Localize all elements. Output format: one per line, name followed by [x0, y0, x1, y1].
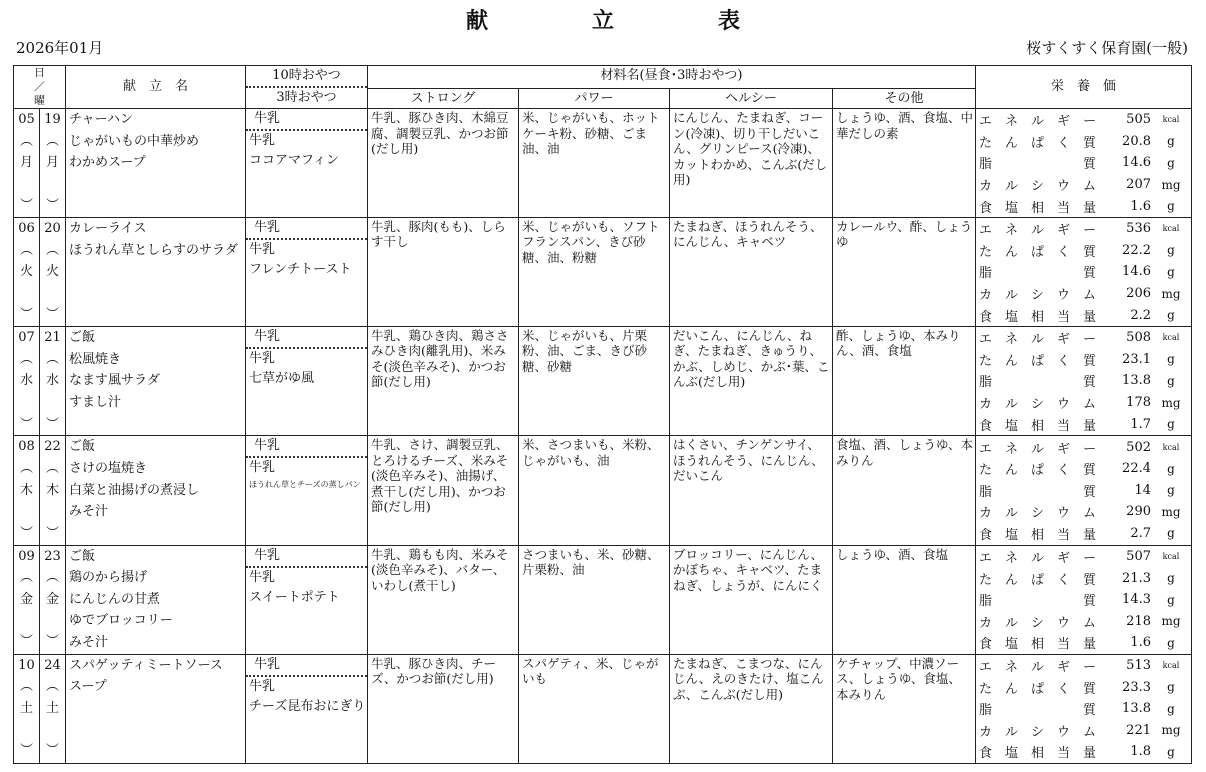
day-number: 10 — [18, 657, 35, 673]
nutrition-unit: g — [1167, 308, 1175, 323]
nutrition-label: カ ル シ ウ ム — [979, 397, 1097, 413]
paren-close: ︶ — [19, 416, 33, 432]
day-cell — [14, 654, 40, 763]
paren-close: ︶ — [45, 743, 59, 759]
nutrition-cell — [976, 654, 1192, 763]
power-ingredients: 米、じゃがいも、ホットケーキ粉、砂糖、ごま油、油 — [519, 109, 670, 218]
nutrition-value: 218 — [1126, 613, 1151, 629]
title-char: 表 — [718, 8, 741, 34]
healthy-ingredients: はくさい、チンゲンサイ、ほうれんそう、にんじん、だいこん — [670, 436, 833, 545]
menu-day-row — [14, 436, 1192, 545]
nutrition-label: 食 塩 相 当 量 — [979, 637, 1097, 653]
day-number: 07 — [18, 329, 35, 345]
menu-day-row — [14, 109, 1192, 218]
menu-names — [66, 545, 246, 654]
menu-item: みそ汁 — [69, 504, 109, 520]
weekday: 土 — [45, 700, 59, 716]
menu-item: 松風焼き — [69, 351, 122, 367]
paren-close: ︶ — [19, 526, 33, 542]
menu-item: スープ — [69, 679, 107, 695]
nutrition-label: 脂 質 — [979, 594, 1097, 610]
menu-names — [66, 436, 246, 545]
day-number: 19 — [44, 112, 61, 127]
snack-pm-item: スイートポテト — [249, 589, 340, 605]
nutrition-unit: g — [1167, 483, 1175, 498]
nutrition-unit: kcal — [1162, 115, 1180, 125]
snack-pm-item: ココアマフィン — [249, 153, 339, 168]
day-number: 24 — [44, 657, 61, 673]
nutrition-header — [976, 66, 1192, 109]
nutrition-row — [976, 719, 1191, 741]
nutrition-value: 14 — [1134, 482, 1151, 498]
nutrition-row — [976, 327, 1191, 349]
power-ingredients: スパゲティ、米、じゃがいも — [519, 654, 670, 763]
weekday: 木 — [19, 482, 33, 498]
snack-cell — [246, 545, 368, 654]
nutrition-value: 23.3 — [1122, 679, 1151, 695]
nutrition-unit: kcal — [1162, 660, 1180, 670]
power-ingredients: 米、さつまいも、米粉、じゃがいも、油 — [519, 436, 670, 545]
snack-am: 牛乳 — [246, 546, 367, 568]
snack-cell — [246, 109, 368, 218]
nutrition-row — [976, 676, 1191, 698]
menu-item: にんじんの甘煮 — [69, 591, 161, 607]
nutrition-row — [976, 413, 1191, 435]
nutrition-row — [976, 261, 1191, 283]
paren-close: ︶ — [45, 197, 59, 213]
paren-open: ︵ — [45, 679, 59, 695]
nutrition-label: 食 塩 相 当 量 — [979, 746, 1097, 762]
nutrition-row — [976, 480, 1191, 502]
school-name: 桜すくすく保育園(一般) — [1026, 39, 1188, 57]
menu-header-label: 献 立 名 — [122, 79, 188, 94]
strong-ingredients: 牛乳、豚ひき肉、チーズ、かつお節(だし用) — [368, 654, 519, 763]
paren-open: ︵ — [45, 570, 59, 586]
menu-header — [66, 66, 246, 109]
nutrition-row — [976, 218, 1191, 240]
paren-open: ︵ — [45, 460, 59, 476]
healthy-ingredients: ブロッコリー、にんじん、かぼちゃ、キャベツ、たまねぎ、しょうが、にんにく — [670, 545, 833, 654]
nutrition-label: た ん ぱ く 質 — [979, 135, 1097, 151]
nutrition-row — [976, 610, 1191, 632]
nutrition-value: 14.3 — [1122, 592, 1151, 608]
nutrition-value: 206 — [1126, 286, 1151, 302]
weekday: 金 — [19, 591, 33, 607]
day-number: 22 — [44, 439, 61, 455]
snack-cell — [246, 436, 368, 545]
nutrition-unit: g — [1167, 592, 1175, 607]
nutrition-value: 207 — [1126, 177, 1151, 193]
nutrition-value: 1.6 — [1130, 198, 1151, 214]
healthy-ingredients: たまねぎ、ほうれんそう、にんじん、キャベツ — [670, 217, 833, 326]
day-cell — [40, 326, 66, 435]
other-ingredients: カレールウ、酢、しょうゆ — [833, 217, 976, 326]
nutrition-unit: mg — [1161, 177, 1181, 192]
day-header-day: 日 — [34, 66, 45, 79]
healthy-ingredients: にんじん、たまねぎ、コーン(冷凍)、切り干しだいこん、グリンピース(冷凍)、カットわかめ、こんぶ(だし用) — [670, 109, 833, 218]
menu-item: ご飯 — [69, 439, 96, 455]
nutrition-cell — [976, 545, 1192, 654]
nutrition-unit: g — [1167, 701, 1175, 716]
nutrition-row — [976, 567, 1191, 589]
snack-cell — [246, 217, 368, 326]
menu-table — [13, 65, 1192, 764]
strong-ingredients: 牛乳、鶏もも肉、米みそ(淡色辛みそ)、バター、いわし(煮干し) — [368, 545, 519, 654]
power-ingredients: 米、じゃがいも、片栗粉、油、ごま、きび砂糖、砂糖 — [519, 326, 670, 435]
nutrition-label: 脂 質 — [979, 484, 1097, 500]
nutrition-value: 508 — [1126, 330, 1151, 346]
nutrition-unit: g — [1167, 264, 1175, 279]
day-cell — [40, 654, 66, 763]
nutrition-label: 食 塩 相 当 量 — [979, 200, 1097, 216]
strong-ingredients: 牛乳、さけ、調製豆乳、とろけるチーズ、米みそ(淡色辛みそ)、油揚げ、煮干し(だし用)、かつお節(だし用) — [368, 436, 519, 545]
nutrition-value: 14.6 — [1122, 155, 1151, 171]
paren-open: ︵ — [19, 351, 33, 367]
day-number: 09 — [18, 548, 35, 564]
nutrition-row — [976, 304, 1191, 326]
nutrition-unit: mg — [1161, 723, 1181, 738]
nutrition-unit: mg — [1161, 614, 1181, 629]
day-header — [14, 66, 66, 109]
title-char: 献 — [465, 8, 488, 34]
nutrition-unit: g — [1167, 744, 1175, 759]
day-header-slash: ／ — [34, 80, 45, 93]
nutrition-row — [976, 174, 1191, 196]
day-cell — [40, 217, 66, 326]
nutrition-label: カ ル シ ウ ム — [979, 179, 1097, 195]
nutrition-label: た ん ぱ く 質 — [979, 681, 1097, 697]
snack-am: 牛乳 — [246, 327, 367, 349]
nutrition-value: 1.8 — [1130, 744, 1151, 760]
nutrition-label: 脂 質 — [979, 266, 1097, 282]
menu-item: ご飯 — [69, 329, 96, 345]
day-cell — [14, 436, 40, 545]
paren-close: ︶ — [45, 526, 59, 542]
nutrition-value: 536 — [1126, 221, 1151, 237]
other-ingredients: ケチャップ、中濃ソース、しょうゆ、食塩、本みりん — [833, 654, 976, 763]
other-ingredients: しょうゆ、酒、食塩、中華だしの素 — [833, 109, 976, 218]
nutrition-label: エ ネ ル ギ ー — [979, 441, 1097, 457]
nutrition-value: 21.3 — [1122, 570, 1151, 586]
nutrition-label: た ん ぱ く 質 — [979, 244, 1097, 260]
snack-pm-milk: 牛乳 — [249, 460, 276, 476]
nutrition-unit: g — [1167, 526, 1175, 541]
paren-close: ︶ — [45, 634, 59, 650]
menu-item: 鶏のから揚げ — [69, 570, 148, 586]
nutrition-label: カ ル シ ウ ム — [979, 506, 1097, 522]
nutrition-value: 23.1 — [1122, 351, 1151, 367]
nutrition-row — [976, 195, 1191, 217]
snack-header-am: 10時おやつ — [246, 66, 367, 88]
nutrition-unit: mg — [1161, 286, 1181, 301]
nutrition-cell — [976, 217, 1192, 326]
healthy-ingredients: だいこん、にんじん、ねぎ、たまねぎ、きゅうり、かぶ、しめじ、かぶ･葉、こんぶ(だし用) — [670, 326, 833, 435]
menu-item: わかめスープ — [69, 155, 146, 171]
menu-names — [66, 654, 246, 763]
nutrition-label: カ ル シ ウ ム — [979, 288, 1097, 304]
snack-am: 牛乳 — [246, 109, 367, 131]
other-ingredients: しょうゆ、酒、食塩 — [833, 545, 976, 654]
day-header-weekday: 曜 — [34, 94, 45, 107]
menu-day-row — [14, 326, 1192, 435]
day-cell — [40, 109, 66, 218]
snack-cell — [246, 326, 368, 435]
menu-item: カレーライス — [69, 220, 147, 236]
nutrition-label: 食 塩 相 当 量 — [979, 527, 1097, 543]
paren-open: ︵ — [45, 242, 59, 258]
menu-day-row — [14, 654, 1192, 763]
paren-open: ︵ — [19, 679, 33, 695]
nutrition-value: 290 — [1126, 504, 1151, 520]
nutrition-row — [976, 240, 1191, 262]
nutrition-value: 221 — [1126, 722, 1151, 738]
paren-open: ︵ — [19, 460, 33, 476]
nutrition-unit: kcal — [1162, 224, 1180, 234]
power-ingredients: さつまいも、米、砂糖、片栗粉、油 — [519, 545, 670, 654]
menu-item: すまし汁 — [69, 394, 122, 410]
nutrition-label: た ん ぱ く 質 — [979, 572, 1097, 588]
snack-pm-item: ほうれん草とチーズの蒸しパン — [249, 480, 361, 490]
day-cell — [14, 545, 40, 654]
nutrition-value: 20.8 — [1122, 133, 1151, 149]
weekday: 火 — [45, 264, 59, 280]
paren-close: ︶ — [19, 634, 33, 650]
nutrition-value: 2.2 — [1130, 307, 1151, 323]
nutrition-label: 脂 質 — [979, 703, 1097, 719]
nutrition-row — [976, 632, 1191, 654]
snack-am: 牛乳 — [246, 218, 367, 240]
menu-item: ゆでブロッコリー — [69, 613, 173, 629]
weekday: 月 — [45, 155, 59, 171]
menu-names — [66, 326, 246, 435]
nutrition-row — [976, 370, 1191, 392]
day-number: 08 — [18, 439, 35, 455]
day-number: 06 — [18, 220, 35, 236]
paren-close: ︶ — [19, 197, 33, 213]
nutrition-label: エ ネ ル ギ ー — [979, 223, 1097, 239]
menu-item: スパゲッティミートソース — [69, 657, 223, 673]
snack-pm-milk: 牛乳 — [249, 350, 276, 366]
snack-pm-item: チーズ昆布おにぎり — [249, 698, 366, 714]
weekday: 月 — [19, 155, 33, 171]
paren-open: ︵ — [45, 351, 59, 367]
paren-close: ︶ — [45, 306, 59, 322]
nutrition-value: 502 — [1126, 439, 1151, 455]
paren-close: ︶ — [19, 743, 33, 759]
nutrition-unit: g — [1167, 373, 1175, 388]
nutrition-unit: g — [1167, 635, 1175, 650]
menu-day-row — [14, 217, 1192, 326]
menu-names — [66, 109, 246, 218]
nutrition-unit: kcal — [1162, 551, 1180, 561]
power-ingredients: 米、じゃがいも、ソフトフランスパン、きび砂糖、油、粉糖 — [519, 217, 670, 326]
day-number: 21 — [44, 329, 61, 345]
day-cell — [40, 545, 66, 654]
day-cell — [14, 326, 40, 435]
nutrition-row — [976, 436, 1191, 458]
nutrition-cell — [976, 436, 1192, 545]
healthy-ingredients: たまねぎ、こまつな、にんじん、えのきたけ、塩こんぶ、こんぶ(だし用) — [670, 654, 833, 763]
day-cell — [14, 109, 40, 218]
nutrition-label: エ ネ ル ギ ー — [979, 659, 1097, 675]
power-header: パワー — [519, 88, 670, 108]
day-number: 20 — [44, 220, 61, 236]
page-title — [0, 4, 1206, 35]
nutrition-value: 505 — [1126, 112, 1151, 128]
weekday: 金 — [45, 591, 59, 607]
menu-day-row — [14, 545, 1192, 654]
nutrition-unit: kcal — [1162, 442, 1180, 452]
menu-month: 2026年01月 — [16, 39, 104, 57]
weekday: 木 — [45, 482, 59, 498]
snack-pm-milk: 牛乳 — [249, 241, 276, 257]
snack-header-pm: 3時おやつ — [276, 90, 337, 105]
nutrition-value: 507 — [1126, 548, 1151, 564]
strong-ingredients: 牛乳、鶏ひき肉、鶏ささみひき肉(離乳用)、米みそ(淡色辛みそ)、かつお節(だし用) — [368, 326, 519, 435]
snack-am: 牛乳 — [246, 655, 367, 677]
menu-item: ほうれん草としらすのサラダ — [69, 242, 238, 258]
weekday: 水 — [45, 373, 59, 389]
menu-item: なます風サラダ — [69, 373, 160, 389]
paren-open: ︵ — [45, 133, 59, 149]
paren-close: ︶ — [19, 306, 33, 322]
nutrition-value: 22.2 — [1122, 242, 1151, 258]
nutrition-value: 1.7 — [1130, 416, 1151, 432]
snack-pm-item: フレンチトースト — [249, 261, 352, 277]
nutrition-unit: mg — [1161, 504, 1181, 519]
nutrition-row — [976, 109, 1191, 131]
day-number: 05 — [18, 112, 35, 127]
day-cell — [40, 436, 66, 545]
snack-header — [246, 66, 368, 109]
nutrition-row — [976, 698, 1191, 720]
strong-ingredients: 牛乳、豚肉(もも)、しらす干し — [368, 217, 519, 326]
nutrition-unit: g — [1167, 243, 1175, 258]
nutrition-value: 2.7 — [1130, 525, 1151, 541]
nutrition-row — [976, 589, 1191, 611]
strong-ingredients: 牛乳、豚ひき肉、木綿豆腐、調製豆乳、かつお節(だし用) — [368, 109, 519, 218]
nutrition-row — [976, 131, 1191, 153]
paren-close: ︶ — [45, 416, 59, 432]
nutrition-row — [976, 655, 1191, 677]
menu-item: ご飯 — [69, 548, 96, 564]
menu-item: チャーハン — [69, 112, 133, 127]
paren-open: ︵ — [19, 133, 33, 149]
nutrition-label: エ ネ ル ギ ー — [979, 550, 1097, 566]
nutrition-row — [976, 741, 1191, 763]
strong-header: ストロング — [368, 88, 519, 108]
nutrition-value: 22.4 — [1122, 461, 1151, 477]
snack-pm-item: 七草がゆ風 — [249, 370, 315, 386]
nutrition-label: カ ル シ ウ ム — [979, 615, 1097, 631]
nutrition-unit: g — [1167, 352, 1175, 367]
nutrition-label: 脂 質 — [979, 157, 1097, 173]
nutrition-unit: g — [1167, 571, 1175, 586]
nutrition-unit: g — [1167, 199, 1175, 214]
nutrition-cell — [976, 109, 1192, 218]
paren-open: ︵ — [19, 242, 33, 258]
nutrition-row — [976, 152, 1191, 174]
nutrition-unit: kcal — [1162, 333, 1180, 343]
nutrition-label: 食 塩 相 当 量 — [979, 418, 1097, 434]
menu-item: さけの塩焼き — [69, 460, 148, 476]
nutrition-label: エ ネ ル ギ ー — [979, 114, 1097, 130]
paren-open: ︵ — [19, 570, 33, 586]
menu-item: じゃがいもの中華炒め — [69, 133, 200, 149]
day-number: 23 — [44, 548, 61, 564]
nutrition-unit: g — [1167, 680, 1175, 695]
nutrition-value: 178 — [1126, 395, 1151, 411]
menu-item: みそ汁 — [69, 635, 109, 651]
nutrition-label: 食 塩 相 当 量 — [979, 309, 1097, 325]
nutrition-label: た ん ぱ く 質 — [979, 353, 1097, 369]
menu-names — [66, 217, 246, 326]
healthy-header: ヘルシー — [670, 88, 833, 108]
nutrition-row — [976, 392, 1191, 414]
snack-am: 牛乳 — [246, 436, 367, 458]
nutrition-value: 513 — [1126, 657, 1151, 673]
snack-pm-milk: 牛乳 — [249, 569, 276, 585]
snack-cell — [246, 654, 368, 763]
nutrition-row — [976, 523, 1191, 545]
snack-pm-milk: 牛乳 — [249, 678, 276, 694]
nutrition-unit: mg — [1161, 395, 1181, 410]
nutrition-value: 1.6 — [1130, 635, 1151, 651]
title-char: 立 — [591, 8, 614, 34]
nutrition-row — [976, 283, 1191, 305]
day-cell — [14, 217, 40, 326]
other-ingredients: 食塩、酒、しょうゆ、本みりん — [833, 436, 976, 545]
nutrition-value: 14.6 — [1122, 264, 1151, 280]
nutrition-unit: g — [1167, 134, 1175, 149]
nutrition-value: 13.8 — [1122, 701, 1151, 717]
weekday: 水 — [19, 373, 33, 389]
nutrition-unit: g — [1167, 461, 1175, 476]
nutrition-row — [976, 501, 1191, 523]
other-header: その他 — [833, 88, 976, 108]
weekday: 火 — [19, 264, 33, 280]
nutrition-row — [976, 546, 1191, 568]
nutrition-unit: g — [1167, 417, 1175, 432]
ingredients-header: 材料名(昼食･3時おやつ) — [368, 66, 976, 89]
nutrition-value: 13.8 — [1122, 373, 1151, 389]
nutrition-row — [976, 349, 1191, 371]
weekday: 土 — [19, 700, 33, 716]
nutrition-cell — [976, 326, 1192, 435]
nutrition-unit: g — [1167, 155, 1175, 170]
menu-item: 白菜と油揚げの煮浸し — [69, 482, 200, 498]
nutrition-label: 脂 質 — [979, 375, 1097, 391]
snack-pm-milk: 牛乳 — [249, 133, 276, 148]
nutrition-header-label: 栄 養 価 — [1050, 79, 1116, 94]
nutrition-label: カ ル シ ウ ム — [979, 724, 1097, 740]
nutrition-label: エ ネ ル ギ ー — [979, 332, 1097, 348]
other-ingredients: 酢、しょうゆ、本みりん、酒、食塩 — [833, 326, 976, 435]
nutrition-label: た ん ぱ く 質 — [979, 463, 1097, 479]
nutrition-row — [976, 458, 1191, 480]
